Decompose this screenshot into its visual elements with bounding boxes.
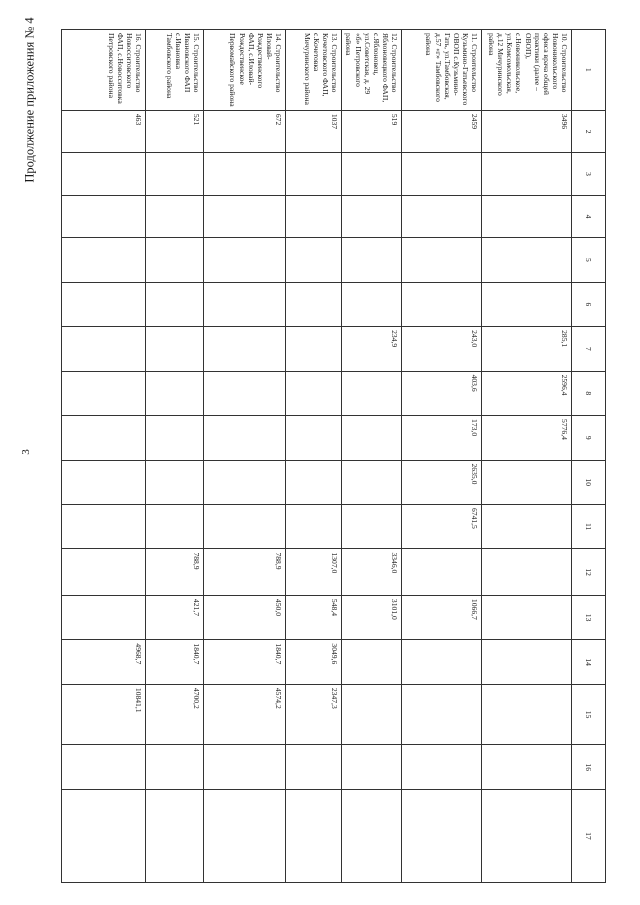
table-row: [204, 30, 286, 883]
value-cell: [286, 195, 342, 237]
value-cell: 403,6: [402, 371, 482, 415]
rotated-table-container: [61, 29, 606, 883]
table-row: [342, 30, 402, 883]
table-row: [482, 30, 572, 883]
value-cell: [146, 195, 204, 237]
value-cell: [482, 684, 572, 745]
value-cell: 519: [342, 110, 402, 152]
value-cell: 6741,5: [402, 504, 482, 548]
value-cell: [402, 549, 482, 595]
value-cell: 2596,4: [482, 371, 572, 415]
value-cell: 3101,0: [342, 595, 402, 639]
value-cell: [482, 153, 572, 195]
value-cell: [286, 789, 342, 882]
value-cell: [482, 595, 572, 639]
page-number: 3: [20, 449, 32, 455]
value-cell: [204, 238, 286, 282]
value-cell: 548,4: [286, 595, 342, 639]
value-cell: [286, 504, 342, 548]
value-cell: [146, 327, 204, 371]
value-cell: [62, 282, 146, 326]
value-cell: 3049,6: [286, 640, 342, 684]
column-header: 2: [572, 110, 606, 152]
value-cell: [204, 195, 286, 237]
project-name-cell: 15. Строительство Ивановского ФАП с.Ивановка Тамбовского района: [146, 30, 204, 111]
value-cell: 521: [146, 110, 204, 152]
column-header: 6: [572, 282, 606, 326]
value-cell: [402, 789, 482, 882]
value-cell: 2459: [402, 110, 482, 152]
value-cell: [342, 282, 402, 326]
value-cell: [342, 504, 402, 548]
value-cell: [62, 504, 146, 548]
column-header: 13: [572, 595, 606, 639]
value-cell: 2635,0: [402, 460, 482, 504]
column-header: 17: [572, 789, 606, 882]
value-cell: 4968,7: [62, 640, 146, 684]
value-cell: [342, 371, 402, 415]
value-cell: [286, 153, 342, 195]
value-cell: [146, 238, 204, 282]
value-cell: [342, 238, 402, 282]
column-header: 12: [572, 549, 606, 595]
value-cell: [482, 460, 572, 504]
value-cell: [342, 684, 402, 745]
value-cell: [402, 282, 482, 326]
column-header: 10: [572, 460, 606, 504]
value-cell: [286, 282, 342, 326]
value-cell: [342, 416, 402, 460]
value-cell: [342, 640, 402, 684]
value-cell: 3346,0: [342, 549, 402, 595]
value-cell: [342, 745, 402, 789]
value-cell: 1037: [286, 110, 342, 152]
value-cell: [482, 549, 572, 595]
value-cell: 285,1: [482, 327, 572, 371]
value-cell: 4574,2: [204, 684, 286, 745]
value-cell: [146, 153, 204, 195]
value-cell: [204, 371, 286, 415]
project-name-cell: 10. Строительство Новоникольского офиса врача общей практики (далее – ОВОП), с.Новоникольское, ул.Комсомольская, д.12 Мичуринского района: [482, 30, 572, 111]
column-header: 5: [572, 238, 606, 282]
table-row: [62, 30, 146, 883]
project-name-cell: 16. Строительство Новосситовского ФАП, с.Новосситовка Петровского района: [62, 30, 146, 111]
value-cell: 173,0: [402, 416, 482, 460]
column-header: 1: [572, 30, 606, 111]
value-cell: [286, 238, 342, 282]
value-cell: [342, 460, 402, 504]
value-cell: [482, 745, 572, 789]
value-cell: [62, 153, 146, 195]
value-cell: [342, 195, 402, 237]
value-cell: [286, 371, 342, 415]
value-cell: [204, 745, 286, 789]
value-cell: 450,0: [204, 595, 286, 639]
value-cell: [146, 504, 204, 548]
value-cell: [62, 460, 146, 504]
value-cell: [482, 640, 572, 684]
column-header: 7: [572, 327, 606, 371]
value-cell: [482, 195, 572, 237]
value-cell: [146, 282, 204, 326]
value-cell: [402, 745, 482, 789]
value-cell: 1840,7: [146, 640, 204, 684]
value-cell: [286, 327, 342, 371]
value-cell: [146, 416, 204, 460]
project-name-cell: 11. Строительство Кузьмино-Гатьевского ОВОП с.Кузьмино-Гать, ул.Тамбовская, д.57 «г» Тамбовского района: [402, 30, 482, 111]
project-name-cell: 12. Строительство Яблоновецкого ФАП, с.Яблоновец, ул.Советская, д. 29 «б» Петровского района: [342, 30, 402, 111]
value-cell: 3496: [482, 110, 572, 152]
value-cell: [204, 327, 286, 371]
value-cell: [146, 745, 204, 789]
value-cell: 788,9: [204, 549, 286, 595]
value-cell: [402, 195, 482, 237]
value-cell: [204, 789, 286, 882]
value-cell: [482, 238, 572, 282]
data-table: [61, 29, 606, 883]
value-cell: [482, 282, 572, 326]
value-cell: 234,9: [342, 327, 402, 371]
column-header: 11: [572, 504, 606, 548]
column-header: 15: [572, 684, 606, 745]
value-cell: [402, 153, 482, 195]
column-header: 14: [572, 640, 606, 684]
column-header: 3: [572, 153, 606, 195]
value-cell: [342, 789, 402, 882]
value-cell: 2347,3: [286, 684, 342, 745]
value-cell: 672: [204, 110, 286, 152]
value-cell: [342, 153, 402, 195]
value-cell: [204, 282, 286, 326]
table-body: [62, 30, 572, 883]
value-cell: [204, 460, 286, 504]
value-cell: [482, 504, 572, 548]
value-cell: 1840,7: [204, 640, 286, 684]
value-cell: [402, 640, 482, 684]
column-header: 8: [572, 371, 606, 415]
value-cell: [62, 416, 146, 460]
header-row: [572, 30, 606, 883]
column-header: 9: [572, 416, 606, 460]
value-cell: [146, 789, 204, 882]
value-cell: 1066,7: [402, 595, 482, 639]
value-cell: [62, 789, 146, 882]
value-cell: [62, 371, 146, 415]
value-cell: [402, 238, 482, 282]
column-header: 4: [572, 195, 606, 237]
value-cell: [62, 327, 146, 371]
value-cell: [204, 504, 286, 548]
value-cell: [286, 460, 342, 504]
value-cell: 4700,2: [146, 684, 204, 745]
value-cell: [62, 549, 146, 595]
value-cell: [286, 745, 342, 789]
table-row: [146, 30, 204, 883]
value-cell: [146, 460, 204, 504]
project-name-cell: 13. Строительство Кочетовского ФАП, с.Кочетовка Мичуринского района: [286, 30, 342, 111]
value-cell: [402, 684, 482, 745]
value-cell: [146, 371, 204, 415]
value-cell: [286, 416, 342, 460]
value-cell: 1307,0: [286, 549, 342, 595]
value-cell: [62, 745, 146, 789]
value-cell: [62, 595, 146, 639]
value-cell: 788,9: [146, 549, 204, 595]
value-cell: 10841,1: [62, 684, 146, 745]
value-cell: [62, 195, 146, 237]
value-cell: [62, 238, 146, 282]
table-row: [286, 30, 342, 883]
value-cell: 5776,4: [482, 416, 572, 460]
value-cell: 421,7: [146, 595, 204, 639]
table-row: [402, 30, 482, 883]
value-cell: 243,0: [402, 327, 482, 371]
appendix-caption: Продолжение приложения № 4: [22, 17, 37, 183]
value-cell: [204, 416, 286, 460]
column-header: 16: [572, 745, 606, 789]
project-name-cell: 14. Строительство Иловай-Рождественского ФАП, с.Иловай-Рождественское Первомайского района: [204, 30, 286, 111]
value-cell: [204, 153, 286, 195]
value-cell: 463: [62, 110, 146, 152]
value-cell: [482, 789, 572, 882]
